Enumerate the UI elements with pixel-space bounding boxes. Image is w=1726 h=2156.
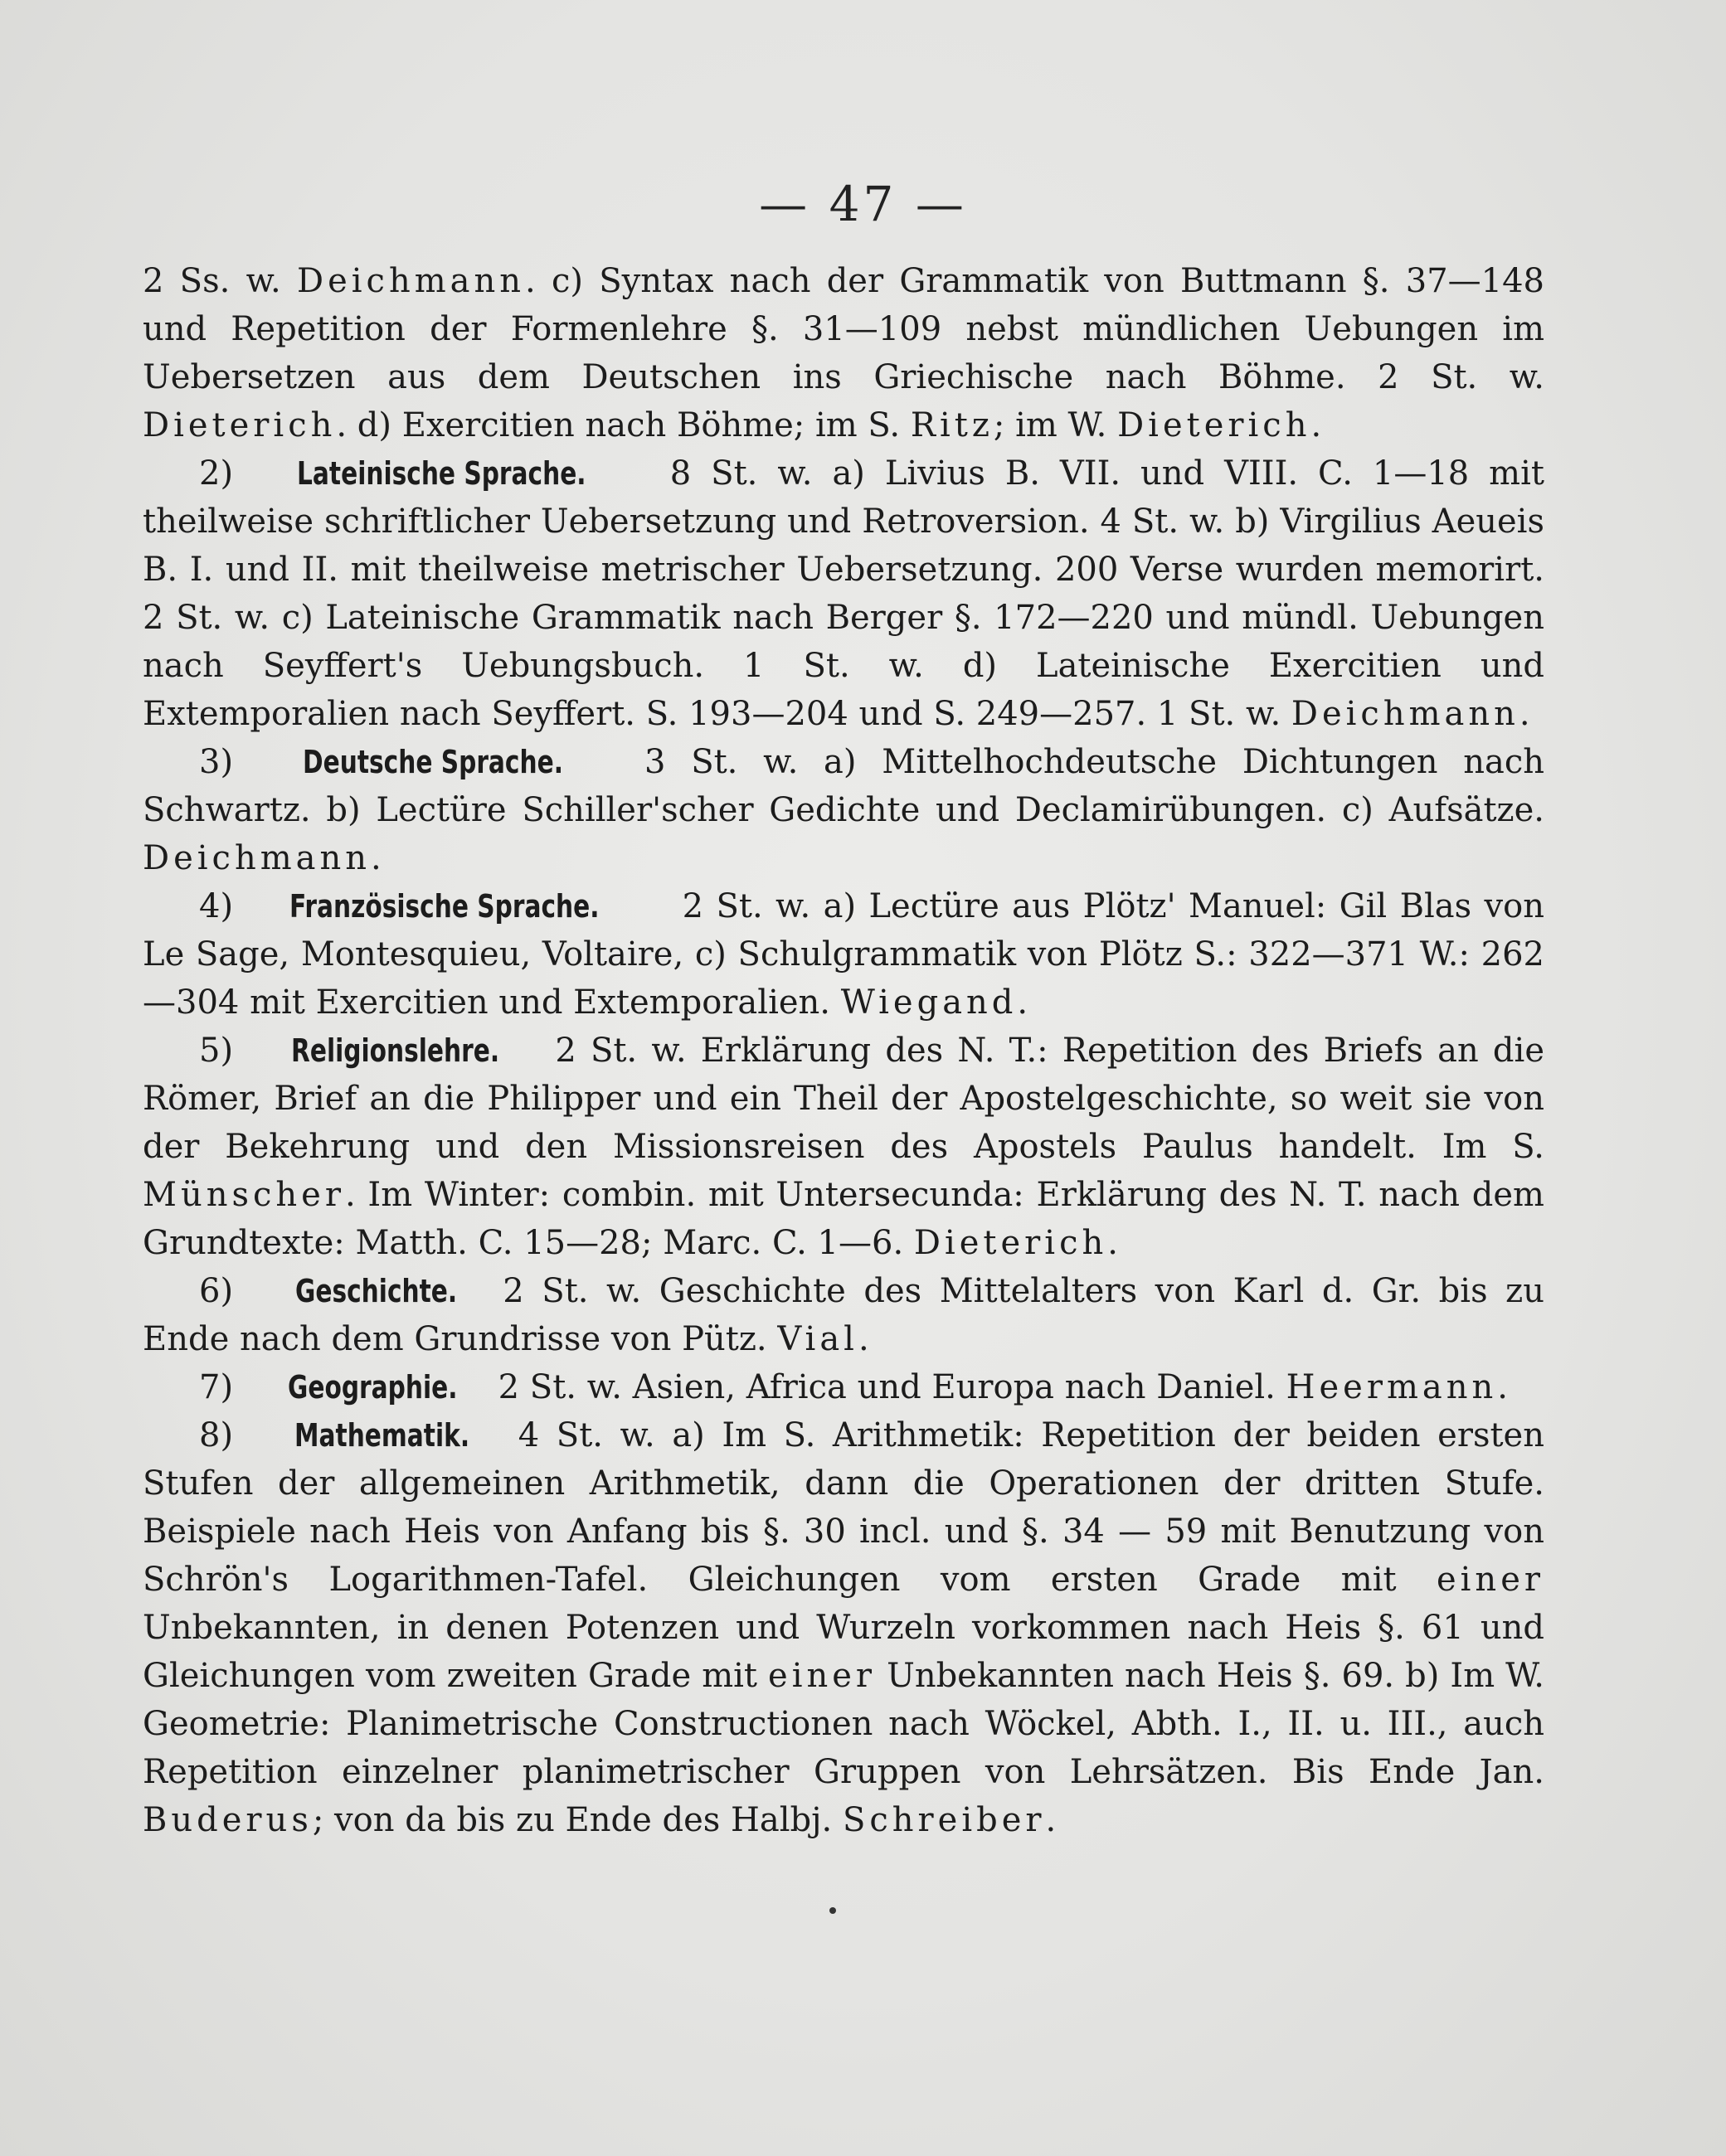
- text-run: 2 Ss. w.: [143, 262, 298, 300]
- teacher-name: Wiegand: [840, 983, 1018, 1022]
- text-run: Unbekannten, in denen Potenzen und Wurzeln vorkommen nach Heis §. 61 und Gleichungen vom zweiten Grade mit: [143, 1609, 1544, 1695]
- text-run: 2 St. w. Asien, Africa und Europa nach Daniel.: [487, 1368, 1286, 1406]
- emphasis-word: einer: [1436, 1561, 1544, 1599]
- text-run: 7): [199, 1368, 244, 1406]
- teacher-name: Deichmann: [143, 839, 371, 877]
- print-speck: [829, 1907, 836, 1914]
- page-number: — 47 —: [759, 176, 967, 232]
- teacher-name: Buderus: [143, 1801, 313, 1839]
- emphasis-word: einer: [768, 1657, 877, 1695]
- body-text: [143, 257, 1544, 1844]
- paragraph-history: [143, 1267, 1544, 1363]
- text-run: 2 St. w. Geschichte des Mittelalters von Karl d. Gr. bis zu Ende nach dem Grundrisse von Pütz.: [143, 1272, 1544, 1358]
- paragraph-geography: [143, 1363, 1544, 1411]
- text-run: 4 St. w. a) Im S. Arithmetik: Repetition der beiden ersten Stufen der allgemeinen Arithmetik, dann die Operationen der dritten Stufe. Beispiele nach Heis von Anfang bis §. 30 incl. und §. 34 — 59 mit Benutzung von Schrön's Logarithmen-Tafel. Gleichungen vom ersten Grade mit: [143, 1416, 1544, 1599]
- text-run: .: [1045, 1801, 1057, 1839]
- text-run: .: [1107, 1224, 1118, 1262]
- paragraph-latin: [143, 449, 1544, 738]
- teacher-name: Ritz: [910, 406, 994, 444]
- text-run: 6): [199, 1272, 251, 1310]
- text-run: .: [1497, 1368, 1508, 1406]
- text-run: 4): [199, 887, 246, 925]
- teacher-name: Dieterich: [1117, 406, 1311, 444]
- section-heading: Lateinische Sprache.: [297, 455, 586, 492]
- paragraph-mathematics: [143, 1411, 1544, 1844]
- text-run: 8): [199, 1416, 250, 1454]
- teacher-name: Schreiber: [842, 1801, 1046, 1839]
- text-run: .: [1519, 695, 1530, 733]
- section-heading: Geographie.: [287, 1369, 458, 1406]
- text-run: 2 St. w. a) Lectüre aus Plötz' Manuel: Gil Blas von Le Sage, Montesquieu, Voltaire, c) Schulgrammatik von Plötz S.: 322—371 W.: 262—304 mit Exercitien und Extemporalien.: [143, 887, 1544, 1022]
- paragraph-greek-continuation: [143, 257, 1544, 449]
- section-heading: Mathematik.: [294, 1417, 469, 1454]
- text-run: 2 St. w. Erklärung des N. T.: Repetition des Briefs an die Römer, Brief an die Philipper und ein Theil der Apostelgeschichte, so weit sie von der Bekehrung und den Missionsreisen des Apostels Paulus handelt. Im S.: [143, 1032, 1544, 1166]
- section-heading: Französische Sprache.: [289, 888, 600, 925]
- text-run: 2): [199, 454, 253, 493]
- teacher-name: Heermann: [1286, 1368, 1498, 1406]
- text-run: . c) Syntax nach der Grammatik von Buttmann §. 37—148 und Repetition der Formenlehre §. 31—109 nebst mündlichen Uebungen im Uebersetzen aus dem Deutschen ins Griechische nach Böhme. 2 St. w.: [143, 262, 1545, 396]
- text-run: Unbekannten nach Heis §. 69. b) Im W. Geometrie: Planimetrische Constructionen nach Wöckel, Abth. I., II. u. III., auch Repetition einzelner planimetrischer Gruppen von Lehrsätzen. Bis Ende Jan.: [143, 1657, 1544, 1791]
- teacher-name: Deichmann: [297, 262, 526, 300]
- text-run: .: [858, 1320, 869, 1358]
- section-heading: Deutsche Sprache.: [302, 744, 563, 780]
- teacher-name: Vial: [777, 1320, 858, 1358]
- section-heading: Religionslehre.: [291, 1032, 500, 1069]
- text-run: . d) Exercitien nach Böhme; im S.: [336, 406, 911, 444]
- section-heading: Geschichte.: [294, 1273, 457, 1309]
- text-run: ; im W.: [993, 406, 1118, 444]
- text-run: 3 St. w. a) Mittelhochdeutsche Dichtungen nach Schwartz. b) Lectüre Schiller'scher Gedichte und Declamirübungen. c) Aufsätze.: [143, 743, 1544, 829]
- paragraph-french: [143, 882, 1544, 1027]
- teacher-name: Dieterich: [913, 1224, 1108, 1262]
- text-run: 8 St. w. a) Livius B. VII. und VIII. C. 1—18 mit theilweise schriftlicher Uebersetzung und Retroversion. 4 St. w. b) Virgilius Aeueis B. I. und II. mit theilweise metrischer Uebersetzung. 200 Verse wurden memorirt. 2 St. w. c) Lateinische Grammatik nach Berger §. 172—220 und mündl. Uebungen nach Seyffert's Uebungsbuch. 1 St. w. d) Lateinische Exercitien und Extemporalien nach Seyffert. S. 193—204 und S. 249—257. 1 St. w.: [143, 454, 1544, 733]
- teacher-name: Dieterich: [143, 406, 337, 444]
- text-run: ; von da bis zu Ende des Halbj.: [312, 1801, 843, 1839]
- text-run: .: [1310, 406, 1322, 444]
- paragraph-german: [143, 738, 1544, 882]
- text-run: 5): [199, 1032, 248, 1070]
- teacher-name: Münscher: [143, 1176, 345, 1214]
- paragraph-religion: [143, 1027, 1544, 1267]
- text-run: .: [1017, 983, 1028, 1022]
- text-run: 3): [199, 743, 259, 781]
- teacher-name: Deichmann: [1291, 695, 1519, 733]
- text-run: .: [371, 839, 382, 877]
- text-run: . Im Winter: combin. mit Untersecunda: Erklärung des N. T. nach dem Grundtexte: Matth. C. 15—28; Marc. C. 1—6.: [143, 1176, 1544, 1262]
